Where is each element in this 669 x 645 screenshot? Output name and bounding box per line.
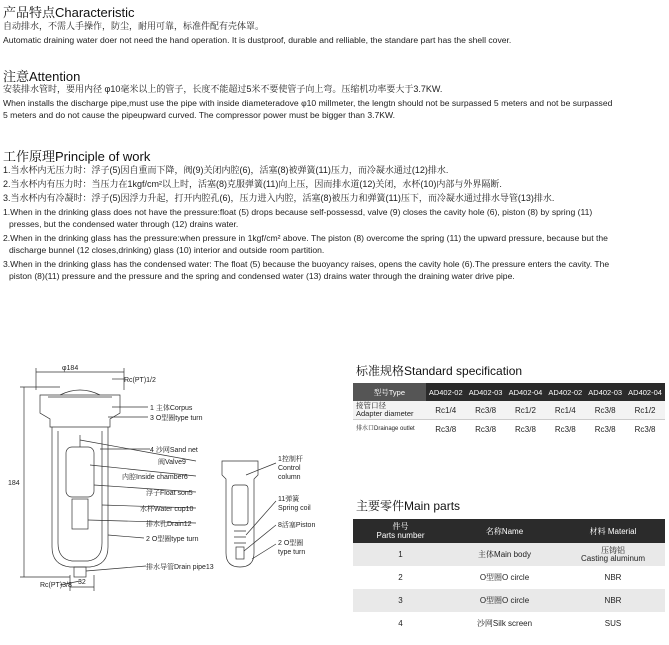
spec-row-label: 排水口Drainage outlet — [353, 420, 426, 439]
parts-name: 主体Main body — [448, 543, 561, 566]
parts-header-no — [353, 519, 448, 543]
spec-cell: Rc3/8 — [466, 401, 506, 420]
label-control-zh: 1控制杆 — [278, 456, 303, 463]
spec-cell: Rc3/8 — [506, 420, 546, 439]
principle-en-3b: piston (8)(11) pressure and the pressure and the spring and condensed water (13) drains water through the draining water drive pipe. — [9, 271, 515, 281]
attention-zh: 安装排水管时，要用内径 φ10毫米以上的管子，长度不能超过5米不要使管子向上弯。压缩机功率要大于3.7KW. — [3, 84, 443, 94]
cover-arc — [60, 390, 100, 395]
label-valve: 阀Valve9 — [158, 459, 186, 466]
spec-header-cell: AD402-03 — [585, 383, 625, 401]
parts-row — [353, 589, 665, 612]
principle-en-2b: discharge bunnel (12 closes,drinking) glass (10) interior and outside room partition. — [9, 245, 325, 255]
spec-header-cell: 型号Type — [353, 383, 426, 401]
spec-header-cell: AD402-03 — [466, 383, 506, 401]
leader-control — [246, 463, 276, 475]
spec-header-row — [353, 383, 665, 401]
principle-en-1a: 1.When in the drinking glass does not have the pressure:float (5) drops because self-possessd, valve (9) closes the cavity hole (6), piston (8) by spring (11) — [3, 207, 593, 217]
spec-header-cell: AD402-04 — [625, 383, 665, 401]
detail-float — [232, 485, 248, 525]
label-sand-net: 4 沙网Sand net — [150, 447, 198, 454]
spec-cell: Rc3/8 — [625, 420, 665, 439]
parts-row — [353, 612, 665, 635]
parts-name: O型圈O circle — [479, 573, 530, 582]
label-drain: 排水孔Drain12 — [146, 521, 192, 528]
detail-spring — [234, 531, 246, 543]
spec-row-adapter — [353, 401, 665, 420]
parts-material-zh: 压铸铝 — [601, 545, 625, 555]
dim-width-label: φ184 — [62, 365, 79, 372]
spec-table — [353, 383, 665, 438]
parts-table — [353, 519, 665, 635]
spec-row-label — [353, 401, 426, 420]
spec-cell: Rc1/2 — [625, 401, 665, 420]
label-piston: 8活塞Piston — [278, 522, 316, 529]
spec-cell: Rc1/4 — [426, 401, 466, 420]
dim-height-label: 184 — [8, 480, 20, 487]
spec-cell: Rc3/8 — [426, 420, 466, 439]
label-oring-right-en: type turn — [278, 549, 306, 556]
spec-header-cell: AD402-02 — [426, 383, 466, 401]
principle-en-3a: 3.When in the drinking glass has the condensed water: The float (5) because the buoyancy raises, opens the cavity hole (6).The pressure enters the cavity. The — [3, 259, 610, 269]
characteristic-en: Automatic draining water doer not need the hand operation. It is dustproof, durable and relliable, the standare part has the shell cover. — [3, 35, 512, 45]
parts-material-en: Casting aluminum — [580, 553, 646, 563]
corpus-shape — [40, 395, 120, 427]
parts-no: 2 — [398, 573, 403, 582]
detail-outline — [222, 461, 258, 567]
cup-inner — [58, 431, 102, 561]
spec-title: 标准规格Standard specification — [356, 364, 523, 378]
label-spring-zh: 11弹簧 — [278, 496, 300, 503]
principle-zh-1: 1.当水杯内无压力时：浮子(5)因自重而下降，阀(9)关闭内腔(6)，活塞(8)被弹簧(11)压力，而冷凝水通过(12)排水. — [3, 165, 449, 175]
parts-header-name: 名称Name — [448, 519, 561, 543]
parts-material: NBR — [561, 589, 665, 612]
principle-zh-3: 3.当水杯内有冷凝时：浮子(5)因浮力升起，打开内腔孔(6)，压力进入内腔，活塞(8)被压力和弹簧(11)压下，而冷凝水通过排水导管(13)排水. — [3, 193, 555, 203]
attention-title: 注意Attention — [3, 69, 81, 84]
parts-name: 沙网Silk screen — [476, 619, 533, 628]
principle-title: 工作原理Principle of work — [3, 149, 151, 164]
spec-cell: Rc1/4 — [545, 401, 585, 420]
label-water-cup: 水杯Water cup10 — [140, 506, 194, 513]
parts-header-material: 材料 Material — [561, 519, 665, 543]
adapter-label-zh: 接管口径 — [356, 401, 386, 410]
label-spring-en: Spring coil — [278, 505, 311, 512]
principle-en-2a: 2.When in the drinking glass has the pressure:when pressure in 1kgf/cm² above. The piston (8) overcome the spring (11) the upward pressure, because but the — [3, 233, 608, 243]
drawing-svg — [0, 335, 350, 640]
characteristic-zh: 自动排水，不需人手操作，防尘，耐用可靠，标准件配有壳体罩。 — [3, 21, 265, 31]
spec-row-drainage — [353, 420, 665, 439]
parts-no: 4 — [398, 619, 403, 628]
parts-title: 主要零件Main parts — [356, 499, 461, 513]
label-corpus: 1 主体Corpus — [150, 405, 193, 412]
parts-no: 1 — [353, 543, 448, 566]
spec-cell: Rc3/8 — [466, 420, 506, 439]
parts-no: 3 — [353, 589, 448, 612]
spec-cell: Rc1/2 — [506, 401, 546, 420]
label-float: 浮子Float son5 — [146, 490, 193, 497]
label-oring-mid: 2 O型圈type turn — [146, 536, 199, 543]
detail-piston — [236, 547, 244, 559]
parts-header-no-en: Parts number — [376, 531, 425, 540]
spec-cell: Rc3/8 — [585, 401, 625, 420]
spec-header-cell: AD402-04 — [506, 383, 546, 401]
attention-en-2: 5 meters and do not cause the pipeupward curved. The compressor power must be bigger than 3.7KW. — [3, 110, 396, 120]
parts-header-no-zh: 件号 — [392, 522, 409, 531]
leader-drain-pipe — [86, 566, 146, 571]
port-top-label: Rc(PT)1/2 — [124, 377, 156, 384]
spec-cell: Rc3/8 — [585, 420, 625, 439]
label-inside-chamber: 内腔Inside chamber6 — [122, 474, 188, 481]
leader-spring — [246, 501, 276, 535]
parts-material: SUS — [604, 619, 622, 628]
spec-cell: Rc3/8 — [545, 420, 585, 439]
drain-valve-drawing — [0, 335, 350, 640]
drain-housing — [72, 499, 88, 529]
parts-material — [561, 543, 665, 566]
parts-header-row — [353, 519, 665, 543]
adapter-label-en: Adapter diameter — [356, 409, 414, 418]
port-bottom-label: Rc(PT)3/8 — [40, 582, 72, 589]
label-oring-right-zh: 2 O型圈 — [278, 540, 304, 547]
leader-oring-right — [252, 544, 276, 559]
parts-row — [353, 566, 665, 589]
dim-bottom-label: 32 — [78, 579, 86, 586]
spec-header-cell: AD402-02 — [545, 383, 585, 401]
principle-zh-2: 2.当水杯内有压力时：当压力在1kgf/cm²以上时，活塞(8)克服弹簧(11)向上压，因而排水道(12)关闭，水杯(10)内部与外界隔断. — [3, 179, 502, 189]
label-oring-top: 3 O型圈type turn — [150, 415, 203, 422]
label-drain-pipe: 排水导管Drain pipe13 — [146, 564, 214, 571]
label-control-en2: column — [278, 474, 301, 481]
leader-oring-mid — [108, 535, 144, 538]
characteristic-title: 产品特点Characteristic — [3, 5, 135, 20]
parts-name: O型圈O circle — [448, 589, 561, 612]
label-control-en1: Control — [278, 465, 301, 472]
parts-material: NBR — [604, 573, 622, 582]
drain-pipe — [74, 567, 86, 577]
float-body — [66, 447, 94, 497]
parts-row — [353, 543, 665, 566]
principle-en-1b: presses, but the condensed water through (12) drains water. — [9, 219, 239, 229]
attention-en-1: When installs the discharge pipe,must use the pipe with inside diameteradove φ10 millmeter, the lengtn should not be surpassed 5 meters and not be surpassed — [3, 98, 613, 108]
